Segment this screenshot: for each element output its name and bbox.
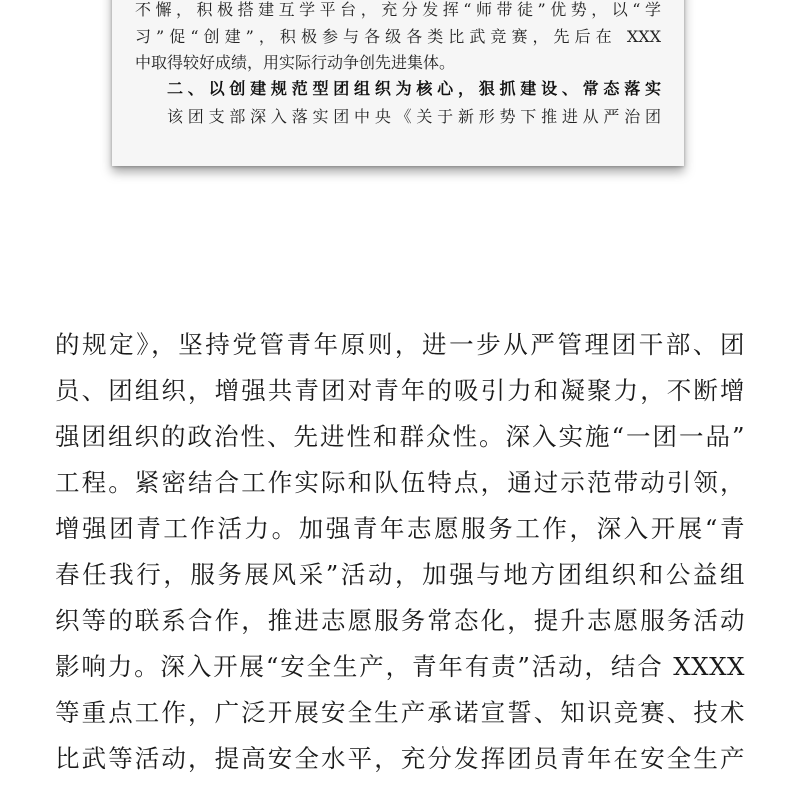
body-line: 织等的联系合作，推进志愿服务常态化，提升志愿服务活动 (55, 606, 745, 635)
preview-line: 中取得较好成绩，用实际行动争创先进集体。 (135, 53, 456, 72)
body-line: 影响力。深入开展“安全生产，青年有责”活动，结合 XXXX (55, 652, 745, 681)
preview-line: 不懈，积极搭建互学平台，充分发挥“师带徒”优势，以“学 (135, 0, 661, 19)
body-line: 春任我行，服务展风采”活动，加强与地方团组织和公益组 (55, 560, 745, 589)
body-paragraph (55, 322, 745, 782)
body-line: 员、团组织，增强共青团对青年的吸引力和凝聚力，不断增 (55, 376, 745, 405)
body-line: 工程。紧密结合工作实际和队伍特点，通过示范带动引领， (55, 468, 745, 497)
preview-section-heading: 二、以创建规范型团组织为核心，狠抓建设、常态落实 (167, 79, 661, 98)
body-line: 等重点工作，广泛开展安全生产承诺宣誓、知识竞赛、技术 (55, 698, 745, 727)
body-line: 增强团青工作活力。加强青年志愿服务工作，深入开展“青 (55, 514, 745, 543)
preview-line: 习”促“创建”，积极参与各级各类比武竞赛，先后在 XXX (135, 27, 661, 46)
document-preview-card (112, 0, 684, 166)
preview-line: 该团支部深入落实团中央《关于新形势下推进从严治团 (167, 107, 661, 126)
body-line: 的规定》，坚持党管青年原则，进一步从严管理团干部、团 (55, 330, 745, 359)
body-line: 强团组织的政治性、先进性和群众性。深入实施“一团一品” (55, 422, 745, 451)
body-line: 比武等活动，提高安全水平，充分发挥团员青年在安全生产 (55, 744, 745, 773)
